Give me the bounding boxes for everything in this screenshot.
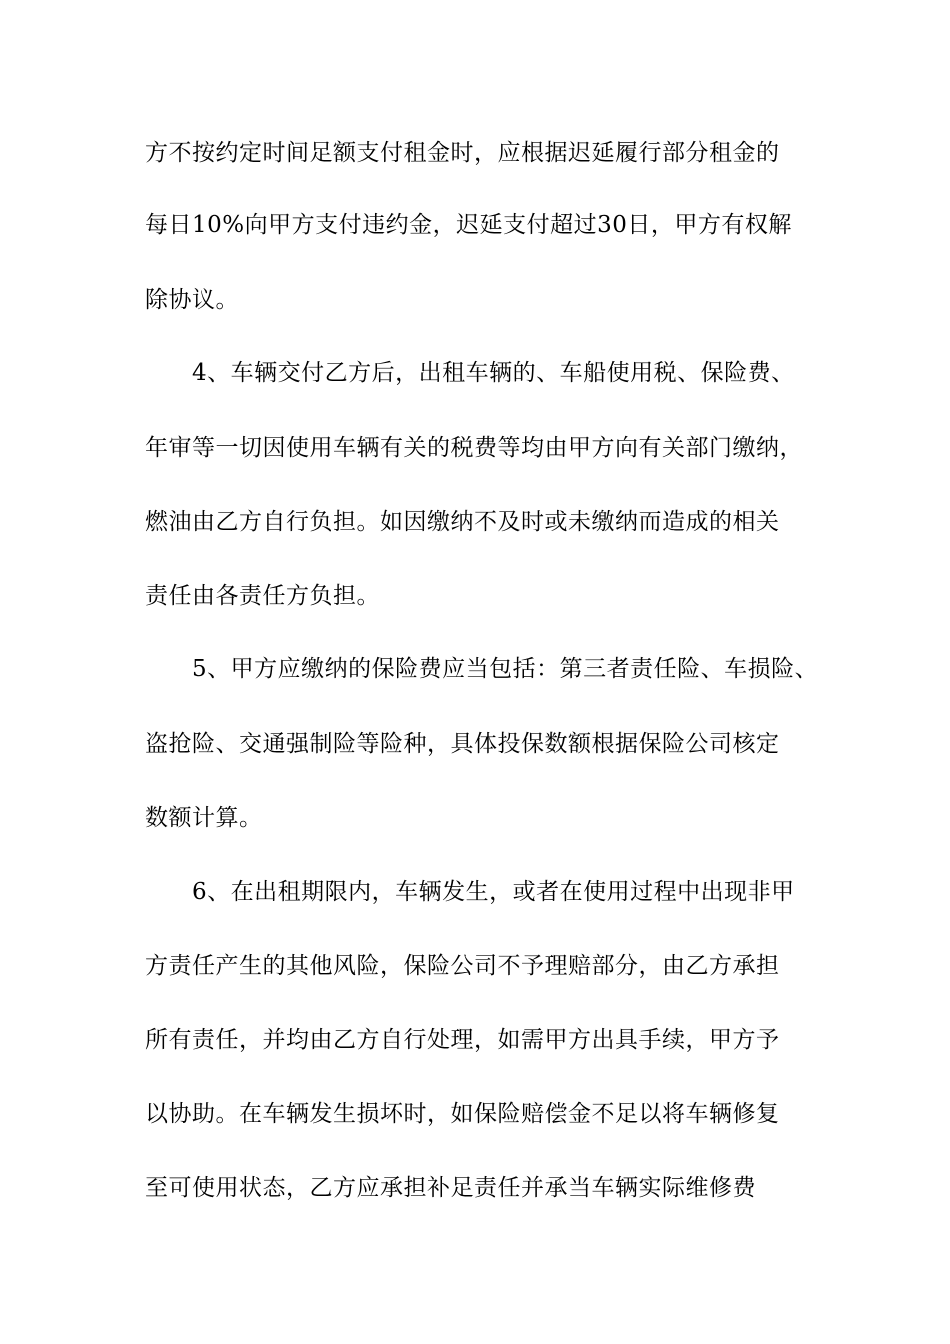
text-line: 至可使用状态，乙方应承担补足责任并承当车辆实际维修费 bbox=[145, 1175, 756, 1201]
text-line: 4、车辆交付乙方后，出租车辆的、车船使用税、保险费、 bbox=[192, 360, 795, 386]
text-line: 方不按约定时间足额支付租金时，应根据迟延履行部分租金的 bbox=[145, 140, 780, 166]
text-line: 年审等一切因使用车辆有关的税费等均由甲方向有关部门缴纳， bbox=[145, 435, 803, 461]
text-line: 以协助。在车辆发生损坏时，如保险赔偿金不足以将车辆修复 bbox=[145, 1101, 780, 1127]
text-line: 6、在出租期限内，车辆发生，或者在使用过程中出现非甲 bbox=[192, 879, 795, 905]
text-line: 数额计算。 bbox=[145, 805, 263, 831]
text-line: 燃油由乙方自行负担。如因缴纳不及时或未缴纳而造成的相关 bbox=[145, 509, 780, 535]
text-line: 盗抢险、交通强制险等险种，具体投保数额根据保险公司核定 bbox=[145, 731, 780, 757]
text-line: 责任由各责任方负担。 bbox=[145, 583, 380, 609]
text-line: 每日10%向甲方支付违约金，迟延支付超过30日，甲方有权解 bbox=[145, 212, 792, 238]
text-line: 所有责任，并均由乙方自行处理，如需甲方出具手续，甲方予 bbox=[145, 1027, 780, 1053]
text-line: 除协议。 bbox=[145, 287, 239, 313]
text-line: 方责任产生的其他风险，保险公司不予理赔部分，由乙方承担 bbox=[145, 953, 780, 979]
text-line: 5、甲方应缴纳的保险费应当包括：第三者责任险、车损险、 bbox=[192, 656, 819, 682]
